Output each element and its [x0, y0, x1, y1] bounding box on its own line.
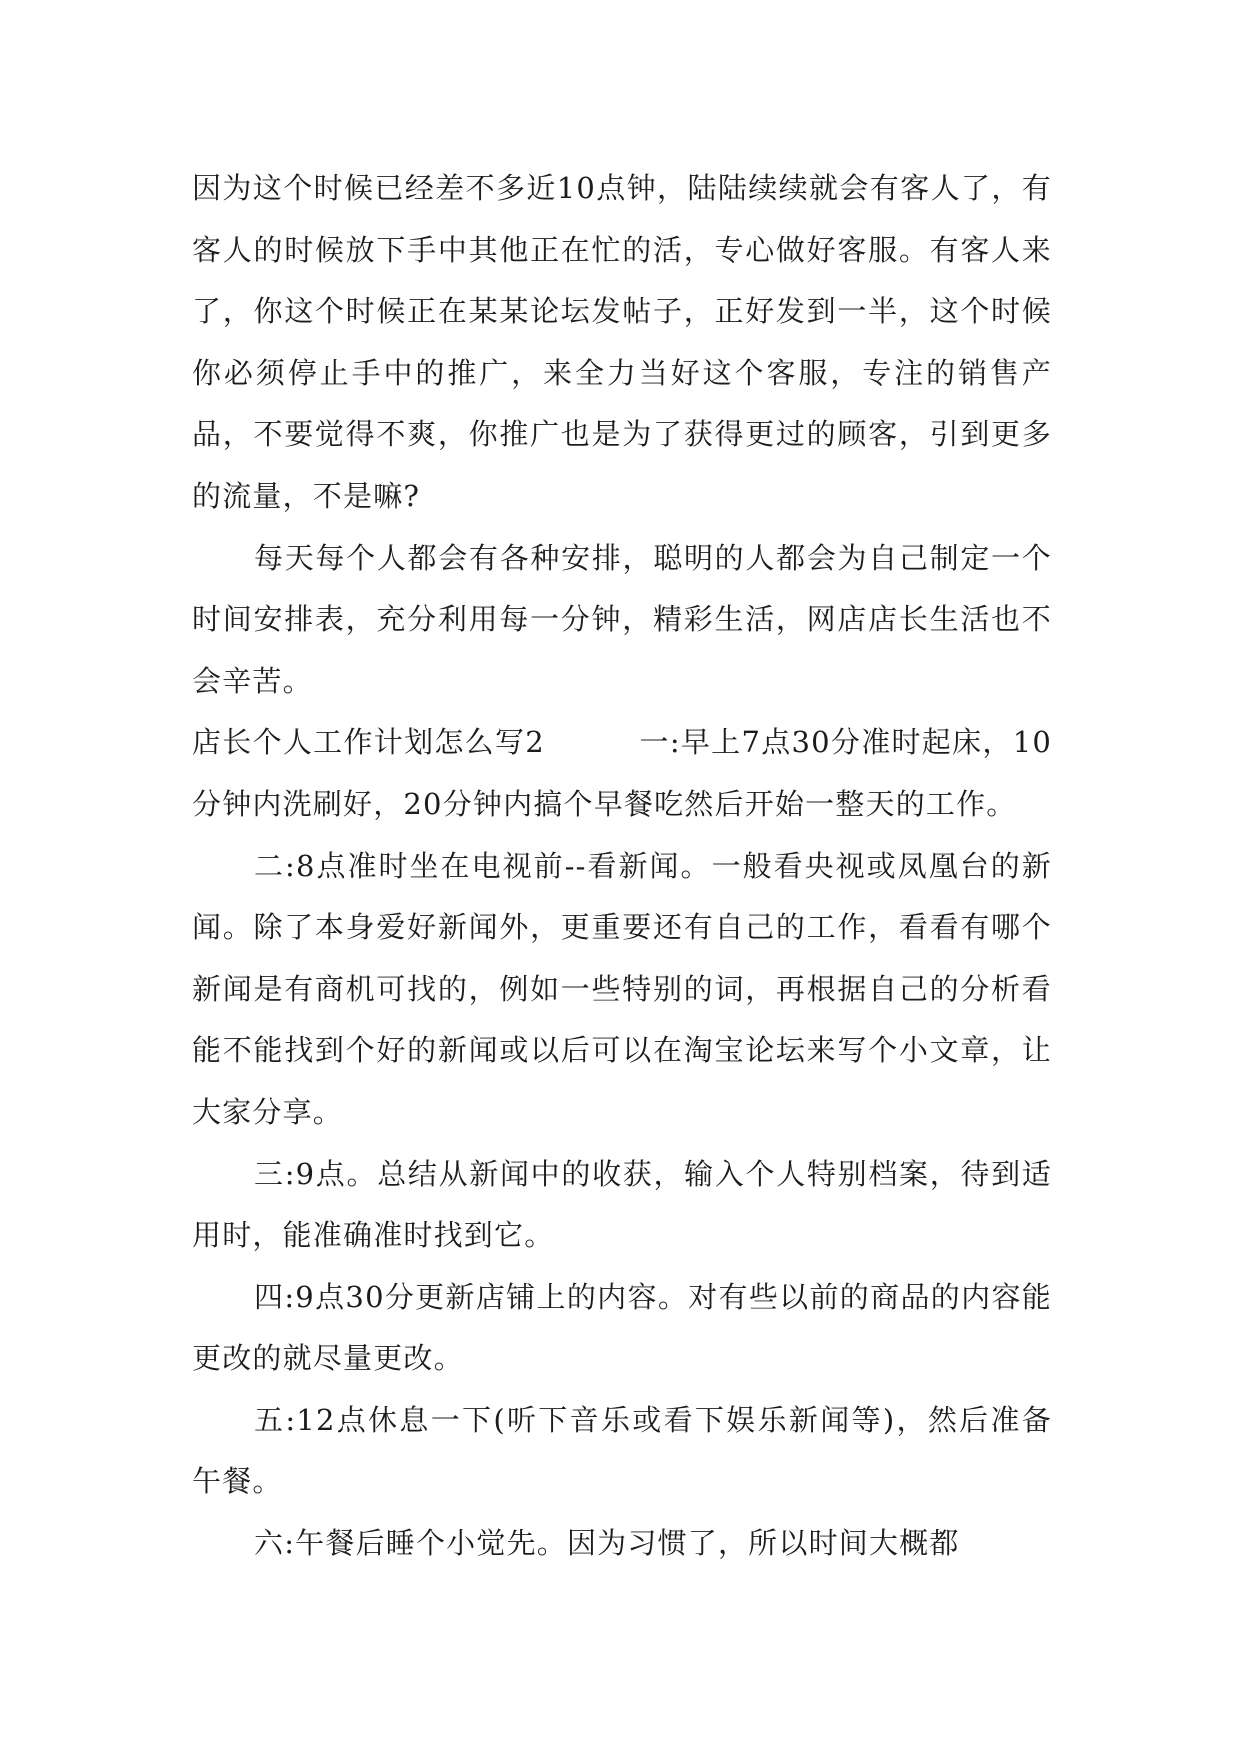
- paragraph-2: 每天每个人都会有各种安排，聪明的人都会为自己制定一个时间安排表，充分利用每一分钟，精彩生活，网店店长生活也不会辛苦。: [192, 540, 1052, 698]
- paragraph-7: 五:12点休息一下(听下音乐或看下娱乐新闻等)，然后准备午餐。: [192, 1402, 1052, 1499]
- document-page: [192, 158, 1052, 1575]
- section-title: 店长个人工作计划怎么写2: [192, 725, 545, 760]
- section-heading-paragraph: [192, 712, 1052, 835]
- paragraph-8: 六:午餐后睡个小觉先。因为习惯了，所以时间大概都: [254, 1526, 960, 1561]
- paragraph-1: 因为这个时候已经差不多近10点钟，陆陆续续就会有客人了，有客人的时候放下手中其他正在忙的活，专心做好客服。有客人来了，你这个时候正在某某论坛发帖子，正好发到一半，这个时候你必须停止手中的推广，来全力当好这个客服，专注的销售产品，不要觉得不爽，你推广也是为了获得更过的顾客，引到更多的流量，不是嘛?: [192, 171, 1052, 513]
- paragraph-5: 三:9点。总结从新闻中的收获，输入个人特别档案，待到适用时，能准确准时找到它。: [192, 1156, 1052, 1253]
- paragraph-6: 四:9点30分更新店铺上的内容。对有些以前的商品的内容能更改的就尽量更改。: [192, 1279, 1052, 1376]
- paragraph-4: 二:8点准时坐在电视前--看新闻。一般看央视或凤凰台的新闻。除了本身爱好新闻外，更重要还有自己的工作，看看有哪个新闻是有商机可找的，例如一些特别的词，再根据自己的分析看能不能找到个好的新闻或以后可以在淘宝论坛来写个小文章，让大家分享。: [192, 848, 1052, 1129]
- paragraph-3: 一:早上7点30分准时起床，10分钟内洗刷好，20分钟内搞个早餐吃然后开始一整天的工作。: [192, 725, 1052, 821]
